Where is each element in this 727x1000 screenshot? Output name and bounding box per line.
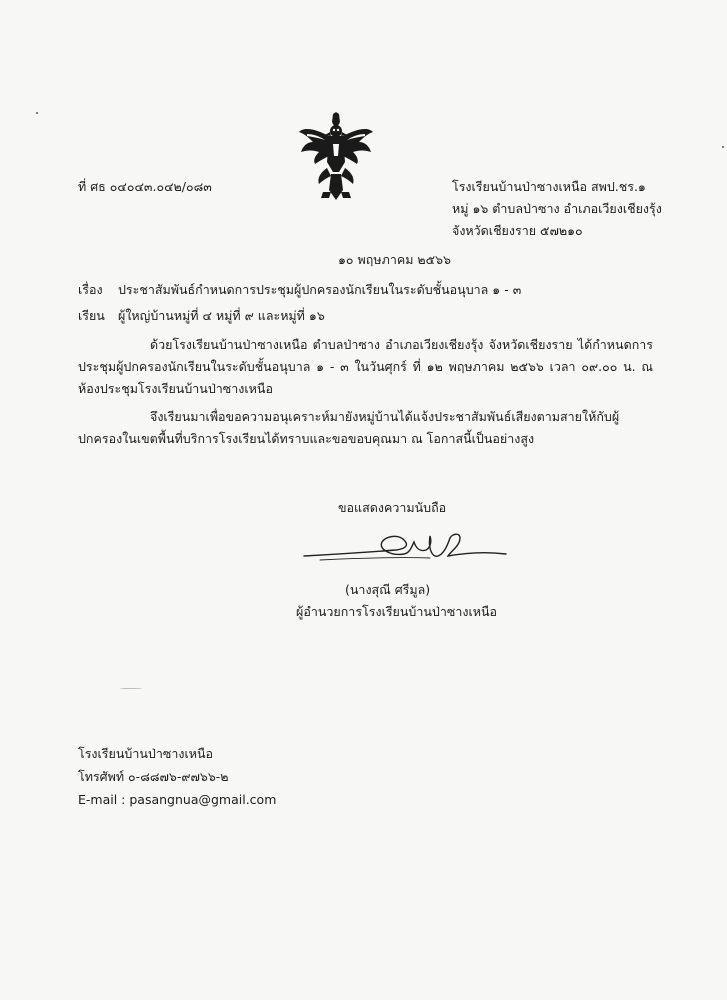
sender-address-line-2: หมู่ ๑๖ ตำบลป่าซาง อำเภอเวียงเชียงรุ้ง [452,201,662,216]
body-paragraph-1 [78,334,653,400]
handwritten-signature [300,516,510,570]
recipient-label: เรียน [78,308,105,323]
scan-speck [722,146,724,148]
sender-address-line-1: โรงเรียนบ้านป่าซางเหนือ สพป.ชร.๑ [452,179,646,194]
scan-speck [120,688,142,689]
subject-label: เรื่อง [78,282,103,297]
signer-name: (นางสุณี ศรีมูล) [345,582,431,597]
reference-number: ที่ ศธ ๐๔๐๔๓.๐๔๒/๐๘๓ [78,179,212,194]
subject-text: ประชาสัมพันธ์กำหนดการประชุมผู้ปกครองนักเรียนในระดับชั้นอนุบาล ๑ - ๓ [118,282,522,297]
sender-address-line-3: จังหวัดเชียงราย ๕๗๒๑๐ [452,223,583,238]
footer-phone: โทรศัพท์ ๐-๘๘๗๖-๙๗๖๖-๒ [78,769,229,784]
footer-school-name: โรงเรียนบ้านป่าซางเหนือ [78,746,214,761]
letter-date: ๑๐ พฤษภาคม ๒๕๖๖ [338,252,451,267]
scan-speck [36,112,38,114]
closing-salutation: ขอแสดงความนับถือ [338,500,447,515]
signer-title: ผู้อำนวยการโรงเรียนบ้านป่าซางเหนือ [296,604,498,619]
body-paragraph-2-text: จึงเรียนมาเพื่อขอความอนุเคราะห์มายังหมู่บ้านได้แจ้งประชาสัมพันธ์เสียงตามสายให้กับผู้ปกครองในเขตพื้นที่บริการโรงเรียนได้ทราบและขอขอบคุณมา ณ โอกาสนี้เป็นอย่างสูง [78,409,620,446]
body-paragraph-1-text: ด้วยโรงเรียนบ้านป่าซางเหนือ ตำบลป่าซาง อำเภอเวียงเชียงรุ้ง จังหวัดเชียงราย ได้กำหนดการประชุมผู้ปกครองนักเรียนในระดับชั้นอนุบาล ๑ - ๓ ในวันศุกร์ ที่ ๑๒ พฤษภาคม ๒๕๖๖ เวลา ๐๙.๐๐ น. ณ ห้องประชุมโรงเรียนบ้านป่าซางเหนือ [78,337,653,396]
footer-email: E-mail : pasangnua@gmail.com [78,792,277,807]
recipient-text: ผู้ใหญ่บ้านหมู่ที่ ๔ หมู่ที่ ๙ และหมู่ที่ ๑๖ [118,308,325,323]
body-paragraph-2 [78,406,653,450]
garuda-emblem-icon [295,112,377,204]
